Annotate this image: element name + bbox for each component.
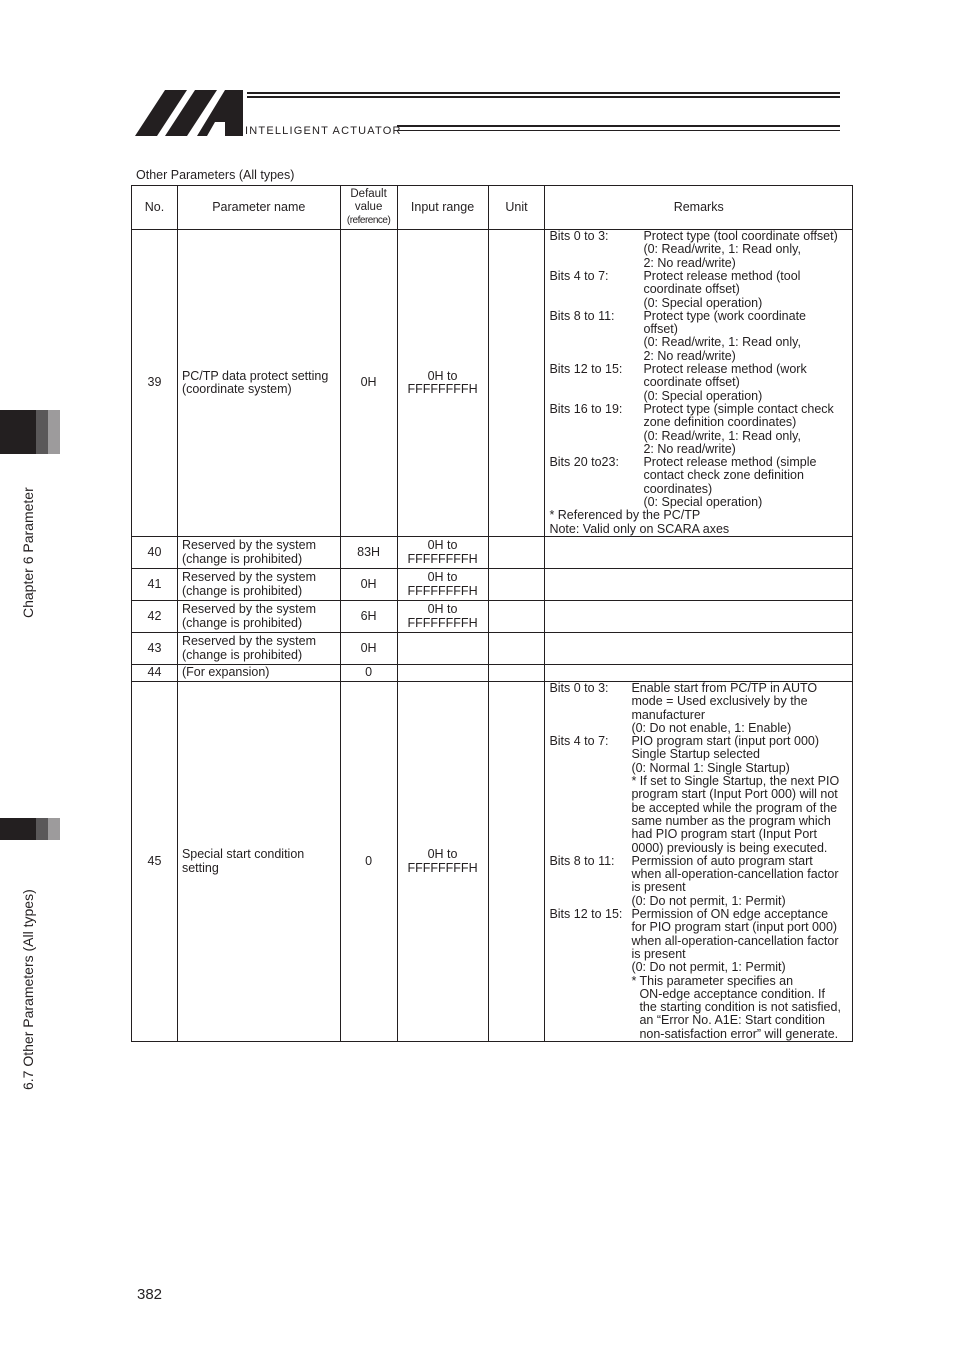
- param-range: 0H to FFFFFFFFH: [397, 569, 488, 601]
- table-row: [132, 537, 853, 569]
- section-label: 6.7 Other Parameters (All types): [20, 889, 36, 1090]
- param-default: 6H: [340, 601, 397, 633]
- param-unit: [488, 665, 545, 682]
- param-no: 40: [132, 537, 178, 569]
- header-default-value: Default value (reference): [340, 186, 397, 230]
- param-default: 83H: [340, 537, 397, 569]
- chapter-tab-marker: [0, 410, 60, 454]
- iai-logo-icon: [135, 90, 243, 136]
- parameters-table: [131, 185, 853, 1042]
- param-remarks: [545, 633, 853, 665]
- param-name: Reserved by the system (change is prohibited): [177, 537, 340, 569]
- param-range: 0H to FFFFFFFFH: [397, 230, 488, 537]
- header-rule: [397, 130, 840, 131]
- param-name: Reserved by the system (change is prohibited): [177, 569, 340, 601]
- table-row: [132, 569, 853, 601]
- param-unit: [488, 569, 545, 601]
- param-name: PC/TP data protect setting (coordinate system): [177, 230, 340, 537]
- param-name: Reserved by the system (change is prohibited): [177, 633, 340, 665]
- param-remarks: Bits 0 to 3: Protect type (tool coordinate offset) (0: Read/write, 1: Read only, 2: No read/write) Bits 4 to 7: Protect release method (tool coordinate offset) (0: Special operation) Bits 8 to 11: Protect type (work coordinate offset) (0: Read/write, 1: Read only, 2: No read/write) Bits 12 to 15: Protect release method (work coordinate offset) (0: Special operation) Bits 16 to 19: Protect type (simple contact check zone definition coordinates) (0: Read/write, 1: Read only, 2: No read/write) Bits 20 to23: Protect release method (simple contact check zone definition coordinates) (0: Special operation) * Referenced by the PC/TP Note: Valid only on SCARA axes: [545, 230, 853, 537]
- param-range: 0H to FFFFFFFFH: [397, 682, 488, 1042]
- param-no: 43: [132, 633, 178, 665]
- param-name: Special start condition setting: [177, 682, 340, 1042]
- param-range: 0H to FFFFFFFFH: [397, 601, 488, 633]
- header-input-range: Input range: [397, 186, 488, 230]
- param-unit: [488, 682, 545, 1042]
- table-header-row: [132, 186, 853, 230]
- table-row: [132, 682, 853, 1042]
- table-row: [132, 601, 853, 633]
- param-remarks: [545, 665, 853, 682]
- table-caption: Other Parameters (All types): [136, 168, 295, 182]
- param-unit: [488, 633, 545, 665]
- param-no: 42: [132, 601, 178, 633]
- param-range: [397, 665, 488, 682]
- param-remarks: [545, 569, 853, 601]
- param-range: 0H to FFFFFFFFH: [397, 537, 488, 569]
- header-unit: Unit: [488, 186, 545, 230]
- param-no: 41: [132, 569, 178, 601]
- param-no: 45: [132, 682, 178, 1042]
- param-unit: [488, 537, 545, 569]
- param-default: 0H: [340, 633, 397, 665]
- param-name: (For expansion): [177, 665, 340, 682]
- header-rule: [247, 97, 840, 98]
- table-row: [132, 633, 853, 665]
- header-parameter-name: Parameter name: [177, 186, 340, 230]
- param-remarks: Bits 0 to 3: Enable start from PC/TP in AUTO mode = Used exclusively by the manufacturer (0: Do not enable, 1: Enable) Bits 4 to 7: PIO program start (input port 000) Single Startup selected (0: Normal 1: Single Startup) * If set to Single Startup, the next PIO program start (Input Port 000) will not be accepted while the program of the same number as the program which had PIO program start (Input Port 0000) previously is being executed. Bits 8 to 11: Permission of auto program start when all-operation-cancellation factor is present (0: Do not permit, 1: Permit) Bits 12 to 15: Permission of ON edge acceptance for PIO program start (input port 000) when all-operation-cancellation factor is present (0: Do not permit, 1: Permit) * This parameter specifies an ON-edge acceptance condition. If the starting condition is not satisfied, an “Error No. A1E: Start condition non-satisfaction error” will generate.: [545, 682, 853, 1042]
- param-default: 0H: [340, 230, 397, 537]
- param-no: 39: [132, 230, 178, 537]
- param-no: 44: [132, 665, 178, 682]
- page-header: [135, 90, 840, 138]
- brand-text: INTELLIGENT ACTUATOR: [245, 125, 402, 137]
- page-number: 382: [137, 1286, 163, 1303]
- param-default: 0H: [340, 569, 397, 601]
- table-row: [132, 230, 853, 537]
- header-no: No.: [132, 186, 178, 230]
- param-unit: [488, 230, 545, 537]
- table-row: [132, 665, 853, 682]
- param-default: 0: [340, 682, 397, 1042]
- header-remarks: Remarks: [545, 186, 853, 230]
- param-range: [397, 633, 488, 665]
- chapter-label: Chapter 6 Parameter: [20, 487, 36, 618]
- param-unit: [488, 601, 545, 633]
- header-rule: [397, 125, 840, 127]
- param-remarks: [545, 537, 853, 569]
- param-remarks: [545, 601, 853, 633]
- param-name: Reserved by the system (change is prohibited): [177, 601, 340, 633]
- param-default: 0: [340, 665, 397, 682]
- section-tab-marker: [0, 818, 60, 840]
